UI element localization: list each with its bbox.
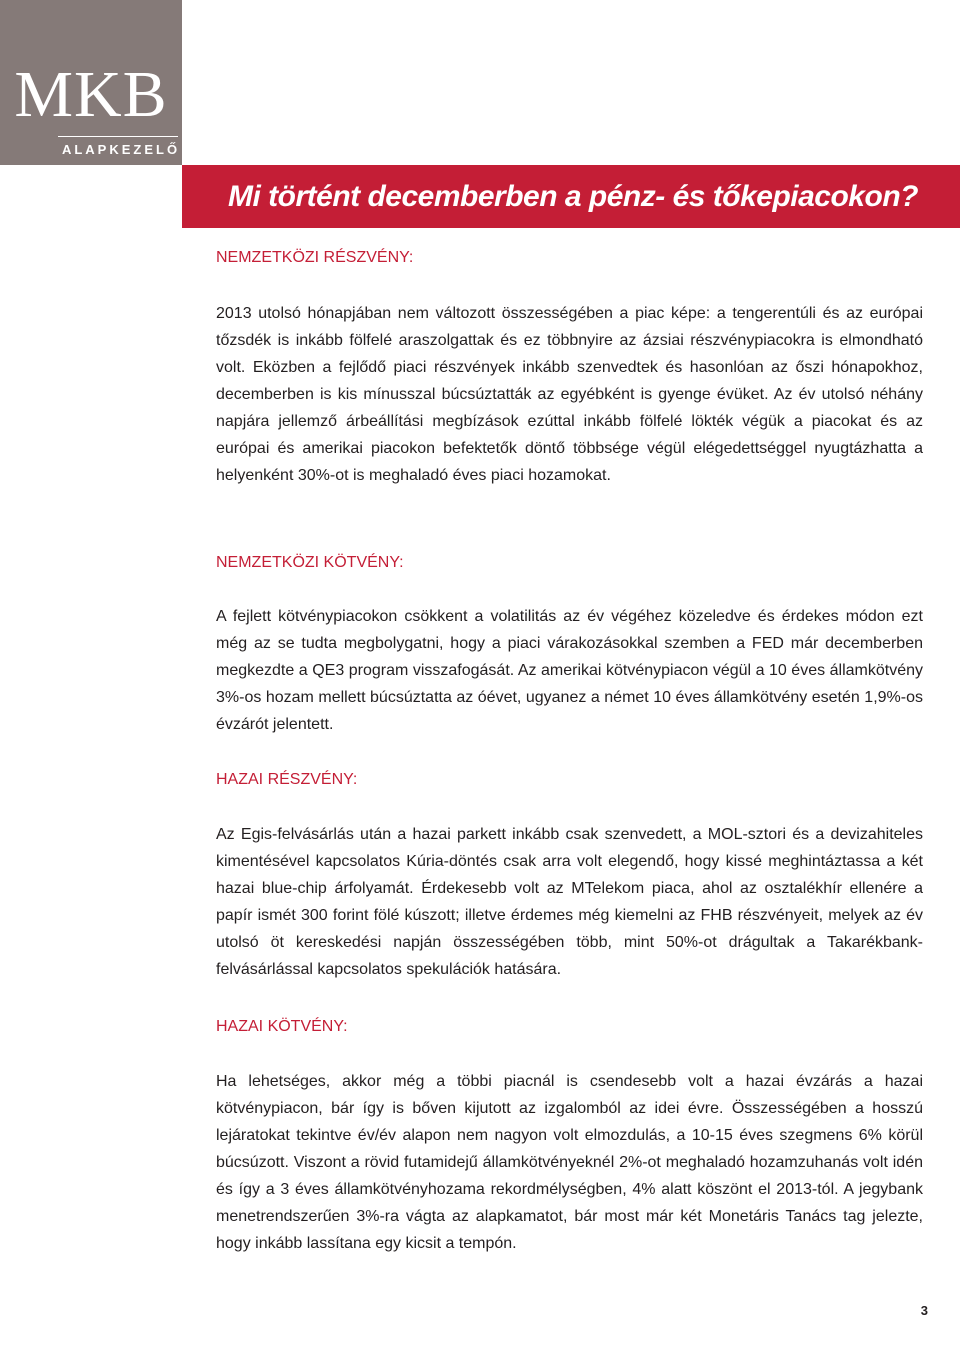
section-heading-intl-equity: NEMZETKÖZI RÉSZVÉNY: (216, 249, 414, 266)
title-banner (182, 165, 960, 228)
section-text-intl-equity: 2013 utolsó hónapjában nem változott összességében a piac képe: a tengerentúli és az európai tőzsdék is inkább fölfelé araszolgattak és ez többnyire az ázsiai részvénypiacokra is elmondható volt. Eközben a fejlődő piaci részvények inkább szenvedtek és hasonlóan az őszi hónapokhoz, decemberben is kis mínusszal búcsúztatták az egyébként is gyenge évüket. Az év utolsó néhány napjára jellemző árbeállítási megbízások ezúttal inkább fölfelé lökték végük a piacokat és az európai és amerikai piacokon befektetők döntő többsége végül elégedettséggel nyugtázhatta a helyenként 30%-ot is meghaladó éves piaci hozamokat. (216, 305, 923, 484)
mkb-logo (0, 0, 182, 165)
logo-divider (58, 136, 178, 137)
page-number: 3 (920, 1303, 928, 1318)
section-heading-domestic-bond: HAZAI KÖTVÉNY: (216, 1018, 348, 1035)
section-text-domestic-bond: Ha lehetséges, akkor még a többi piacnál is csendesebb volt a hazai évzárás a hazai kötvénypiacon, bár így is bőven kijutott az izgalomból az idei évre. Összességében a hosszú lejáratokat tekintve év/év alapon nem nagyon volt elmozdulás, a 10-15 éves szegmens 6% körül búcsúzott. Viszont a rövid futamidejű államkötvényeknél 2%-ot meghaladó hozamzuhanás volt idén és így a 3 éves államkötvényhozama rekordmélységben, 4% alatt köszönt el 2013-tól. A jegybank menetrendszerűen 3%-ra vágta az alapkamatot, bár most már két Monetáris Tanács tag jelezte, hogy inkább lassítana egy kicsit a tempón. (216, 1073, 923, 1252)
logo-letters: MKB (14, 58, 168, 131)
logo-subtitle: ALAPKEZELŐ (61, 142, 181, 157)
section-text-intl-bond: A fejlett kötvénypiacokon csökkent a volatilitás az év végéhez közeledve és érdekes módon ezt még az se tudta megbolygatni, hogy a piaci várakozásokkal szemben a FED már decemberben megkezdte a QE3 program visszafogását. Az amerikai kötvénypiacon végül a 10 éves államkötvény 3%-os hozam mellett búcsúztatta az óévet, ugyanez a német 10 éves államkötvény esetén 1,9%-os évzárót jelentett. (216, 608, 923, 733)
page-title: Mi történt decemberben a pénz- és tőkepiacokon? (228, 180, 918, 213)
section-text-domestic-equity: Az Egis-felvásárlás után a hazai parkett inkább csak szenvedett, a MOL-sztori és a devizahiteles kimentésével kapcsolatos Kúria-döntés csak arra volt elegendő, hogy kissé meghintáztassa a két hazai blue-chip árfolyamát. Érdekesebb volt az MTelekom piaca, ahol az osztalékhír ellenére a papír ismét 300 forint fölé kúszott; illetve érdemes még kiemelni az FHB részvényeit, melyek az év utolsó öt kereskedési napján összességében több, mint 50%-ot drágultak a Takarékbank-felvásárlással kapcsolatos spekulációk hatására. (216, 826, 923, 978)
section-heading-intl-bond: NEMZETKÖZI KÖTVÉNY: (216, 554, 404, 571)
section-heading-domestic-equity: HAZAI RÉSZVÉNY: (216, 771, 358, 788)
